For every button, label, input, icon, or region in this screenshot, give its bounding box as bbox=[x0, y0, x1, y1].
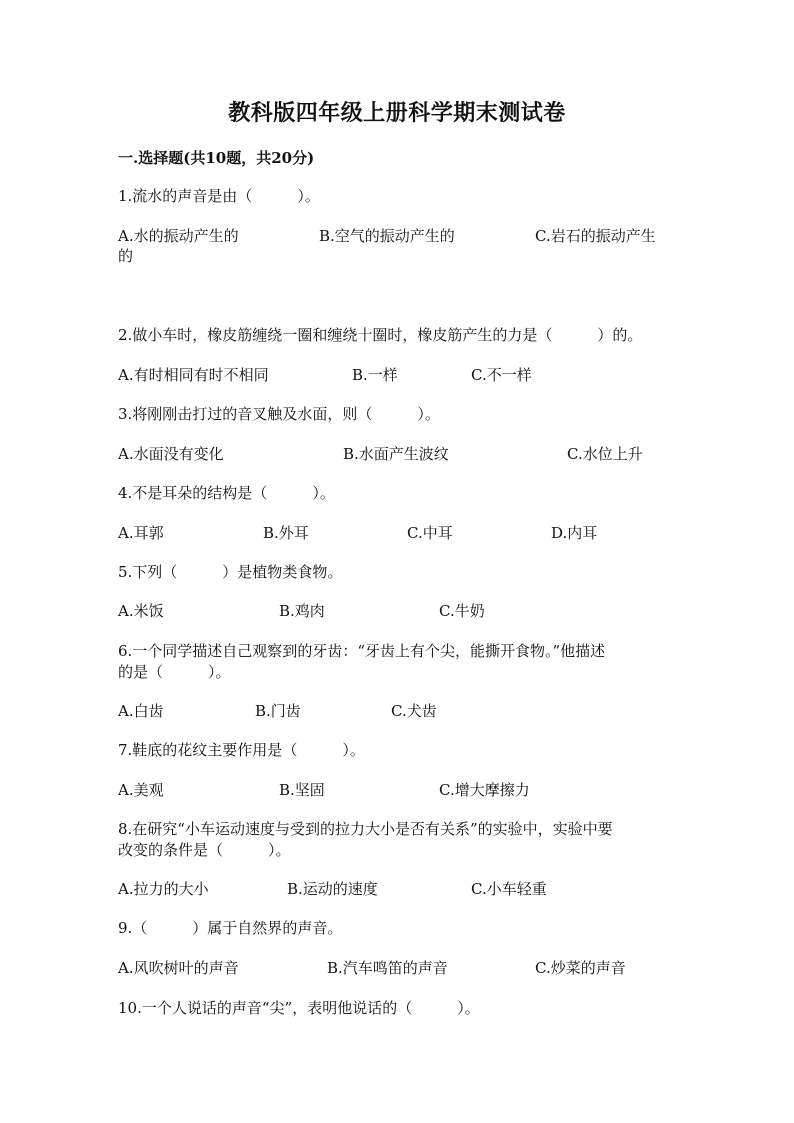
question-6-option-a: A.白齿 bbox=[118, 702, 164, 720]
question-5-option-c: C.牛奶 bbox=[439, 602, 485, 620]
question-1-option-c-overflow: 的 bbox=[118, 247, 134, 265]
question-7-option-b: B.坚固 bbox=[279, 781, 325, 799]
question-6-stem-line-1: 6.一个同学描述自己观察到的牙齿：“牙齿上有个尖，能撕开食物。”他描述 bbox=[118, 642, 606, 660]
question-8-stem-line-2: 改变的条件是（ ）。 bbox=[118, 841, 291, 859]
question-6-option-c: C.犬齿 bbox=[391, 702, 437, 720]
question-1-option-a: A.水的振动产生的 bbox=[118, 227, 239, 245]
question-10-stem: 10.一个人说话的声音“尖”，表明他说话的（ ）。 bbox=[118, 999, 480, 1017]
question-7-option-c: C.增大摩擦力 bbox=[439, 781, 530, 799]
question-5-stem: 5.下列（ ）是植物类食物。 bbox=[118, 563, 343, 581]
question-7-option-a: A.美观 bbox=[118, 781, 164, 799]
question-6-option-b: B.门齿 bbox=[255, 702, 301, 720]
question-2-option-c: C.不一样 bbox=[471, 366, 532, 384]
question-8-option-c: C.小车轻重 bbox=[471, 880, 547, 898]
question-2-option-a: A.有时相同有时不相同 bbox=[118, 366, 269, 384]
question-1-option-b: B.空气的振动产生的 bbox=[319, 227, 455, 245]
question-2-option-b: B.一样 bbox=[352, 366, 398, 384]
question-4-option-a: A.耳郭 bbox=[118, 524, 164, 542]
question-4-stem: 4.不是耳朵的结构是（ ）。 bbox=[118, 484, 335, 502]
question-9-option-c: C.炒菜的声音 bbox=[535, 959, 626, 977]
question-9-option-a: A.风吹树叶的声音 bbox=[118, 959, 239, 977]
question-4-option-b: B.外耳 bbox=[263, 524, 309, 542]
question-3-option-a: A.水面没有变化 bbox=[118, 445, 224, 463]
question-9-stem: 9.（ ）属于自然界的声音。 bbox=[118, 919, 343, 937]
question-8-option-b: B.运动的速度 bbox=[287, 880, 378, 898]
question-5-option-a: A.米饭 bbox=[118, 602, 164, 620]
section-heading: 一.选择题(共10题，共20分) bbox=[118, 149, 315, 167]
question-7-stem: 7.鞋底的花纹主要作用是（ ）。 bbox=[118, 741, 365, 759]
question-8-stem-line-1: 8.在研究“小车运动速度与受到的拉力大小是否有关系”的实验中，实验中要 bbox=[118, 820, 613, 838]
question-3-option-b: B.水面产生波纹 bbox=[343, 445, 449, 463]
question-3-option-c: C.水位上升 bbox=[567, 445, 643, 463]
question-1-option-c: C.岩石的振动产生 bbox=[535, 227, 656, 245]
question-5-option-b: B.鸡肉 bbox=[279, 602, 325, 620]
question-4-option-d: D.内耳 bbox=[551, 524, 598, 542]
question-9-option-b: B.汽车鸣笛的声音 bbox=[327, 959, 448, 977]
question-3-stem: 3.将刚刚击打过的音叉触及水面，则（ ）。 bbox=[118, 405, 440, 423]
question-8-option-a: A.拉力的大小 bbox=[118, 880, 209, 898]
question-4-option-c: C.中耳 bbox=[407, 524, 453, 542]
question-6-stem-line-2: 的是（ ）。 bbox=[118, 663, 231, 681]
question-2-stem: 2.做小车时，橡皮筋缠绕一圈和缠绕十圈时，橡皮筋产生的力是（ ）的。 bbox=[118, 326, 643, 344]
question-1-stem: 1.流水的声音是由（ ）。 bbox=[118, 187, 320, 205]
page-title: 教科版四年级上册科学期末测试卷 bbox=[228, 100, 566, 126]
